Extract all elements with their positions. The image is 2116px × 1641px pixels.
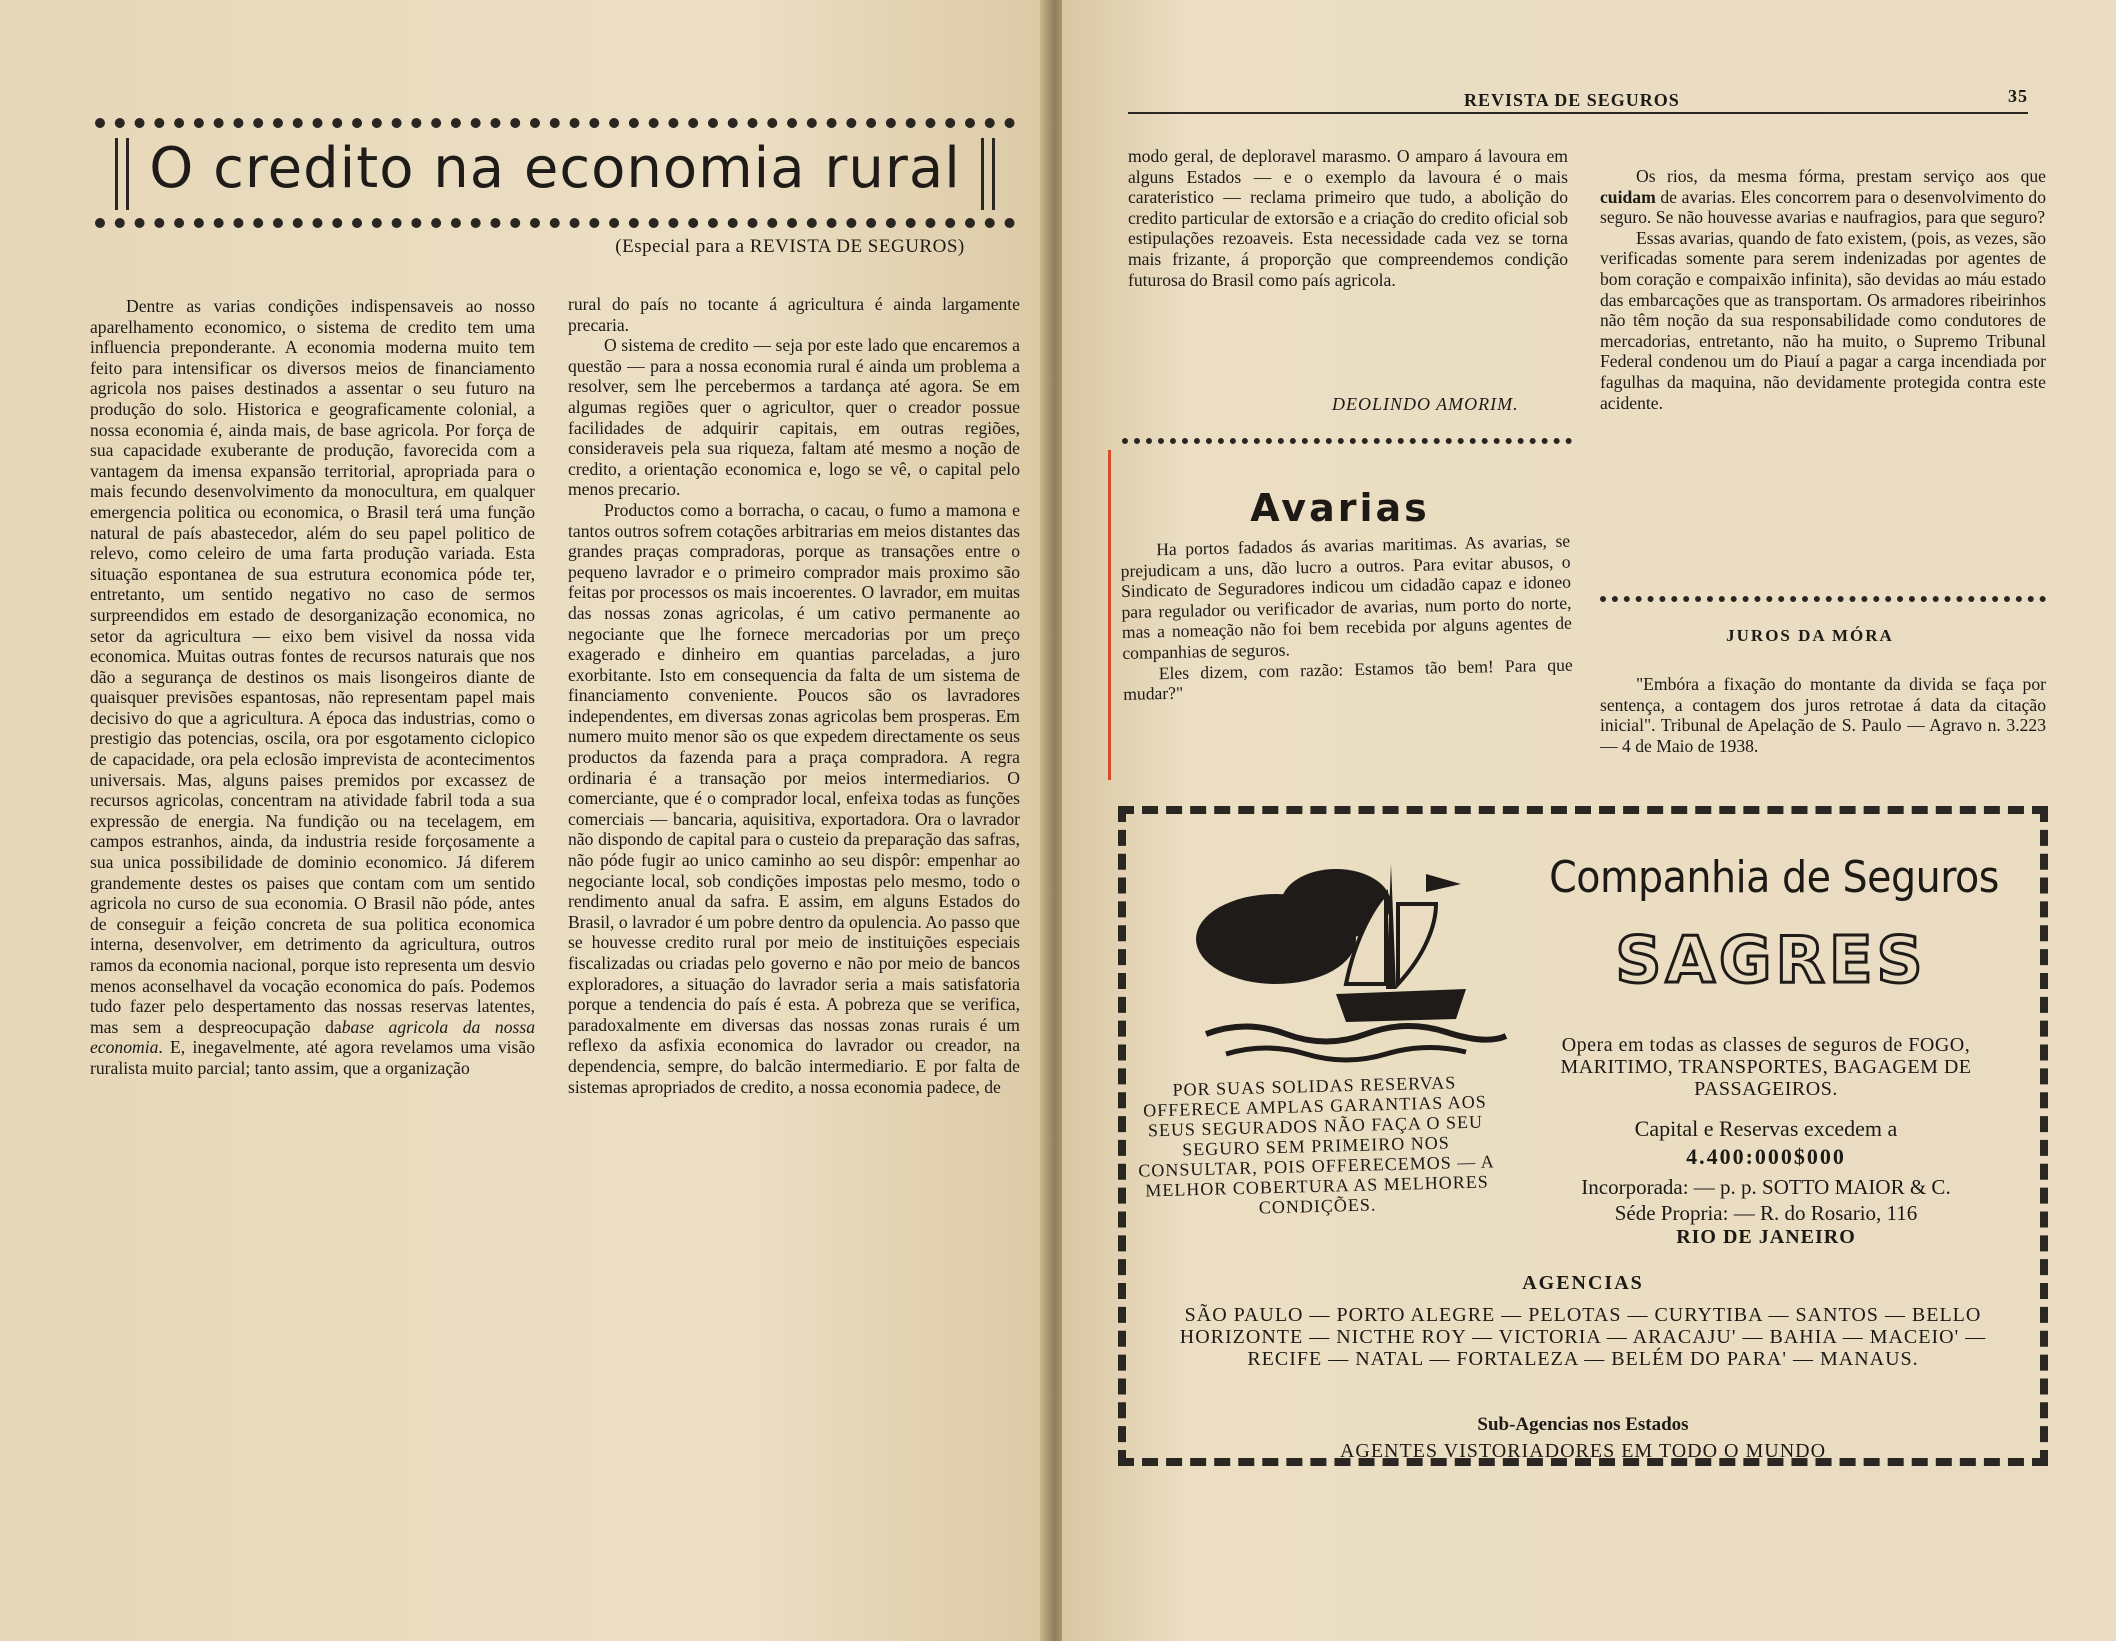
headquarters-line: Séde Propria: — R. do Rosario, 116	[1614, 1201, 1918, 1225]
divider	[1600, 596, 2046, 608]
title-frame	[95, 118, 1015, 228]
paragraph: Ha portos fadados ás avarias maritimas. As avarias, se prejudicam a uns, dão lucro a outros. Para evitar abusos, o Sindicato de Seguradores indicou um cidadão capaz e idoneo para regulador ou verificador de avarias, num porto do norte, mas a nomeação não foi bem recebida por alguns agentes de companhias de seguros.	[1120, 530, 1573, 663]
agents-line: AGENTES VISTORIADORES EM TODO O MUNDO	[1339, 1440, 1827, 1462]
incorporated-line: Incorporada: — p. p. SOTTO MAIOR & C.	[1581, 1175, 1951, 1199]
agencias-heading: AGENCIAS	[1522, 1272, 1644, 1294]
juros-column	[1600, 674, 2046, 756]
city-line: RIO DE JANEIRO	[1676, 1226, 1856, 1248]
company-name: Companhia de Seguros	[1549, 852, 1999, 903]
capital-label: Capital e Reservas excedem a	[1634, 1116, 1898, 1141]
paragraph-tail: . E, inegavelmente, até agora revelamos uma visão ruralista muito parcial; tanto assim, que a organização	[90, 1037, 535, 1078]
rios-column	[1600, 166, 2046, 413]
paragraph: modo geral, de deploravel marasmo. O amparo á lavoura em alguns Estados — e o exemplo da lavoura é o mais carateristico — reclama primeiro que tudo, a abolição do credito particular de extorsão e a criação do credito oficial sob estipulações rezoaveis. Esta necessidade cada vez se torna mais frizante, á proporção que compreendemos condição futurosa do Brasil como país agricola.	[1128, 146, 1568, 290]
continuation-column	[1128, 146, 1568, 290]
running-head	[1128, 86, 2028, 114]
journal-title: REVISTA DE SEGUROS	[1464, 90, 1680, 110]
avarias-heading: Avarias	[1250, 486, 1430, 530]
paragraph: "Embóra a fixação do montante da divida se faça por sentença, a contagem dos juros retrotae á data da citação inicial". Tribunal de Apelação de S. Paulo — Agravo n. 3.223 — 4 de Maio de 1938.	[1600, 674, 2046, 756]
ship-icon	[1186, 844, 1516, 1074]
article-byline: (Especial para a REVISTA DE SEGUROS)	[615, 236, 965, 257]
brand-logo: SAGRES	[1615, 924, 1927, 998]
article-column-1	[90, 296, 535, 1079]
red-annotation-line	[1108, 450, 1111, 780]
divider	[1122, 438, 1572, 450]
paragraph: Os rios, da mesma fórma, prestam serviço aos que cuidam de avarias. Eles concorrem para o desenvolvimento do seguro. Se não houvesse avarias e naufragios, para que seguro?	[1600, 166, 2046, 228]
page-number: 35	[2008, 86, 2028, 106]
italic-phrase: base agricola da nossa economia	[90, 1016, 535, 1058]
juros-heading: JUROS DA MÓRA	[1726, 626, 1894, 645]
paragraph: Productos como a borracha, o cacau, o fumo a mamona e tantos outros sofrem cotações arbitrarias em meios distantes das grandes praças compradoras, porque as transações entre o pequeno lavrador e o primeiro comprador mais proximo são feitas por processos os mais incoerentes. O lavrador, em muitas das nossas zonas agricolas, é um cativo permanente ao negociante que lhe fornece mercadorias por um preço exagerado e dinheiro em quantias parceladas, a juro exorbitante. Isto em consequencia da falta de um sistema de financiamento conveniente. Poucos são os lavradores independentes, em diversas zonas agricolas bem prosperas. Em numero muito menor são os que expedem directamente os seus productos da fazenda para a praça compradora. A regra ordinaria é a transação por meios intermediarios. O comerciante, que é o comprador local, enfeixa todas as funções comerciais — bancaria, aquisitiva, exportadora. Ora o lavrador não dispondo de capital para o custeio da preparação das safras, não póde fugir ao unico caminho ao seu dispôr: empenhar ao negociante local, sob condições impostas pelo mesmo, todo o rendimento anual da safra. E assim, em alguns Estados do Brasil, o lavrador é um pobre dentro da opulencia. Ao passo que se houvesse credito rural por meio de instituições especiais fiscalizadas ou criadas pelo governo e não por meio de bancos exploradores, a situação do lavrador seria a mais satisfatoria porque a tendencia do país é esta. A pobreza que se verifica, paradoxalmente em diversas das nossas zonas rurais é um reflexo da asfixia economica do lavrador ou creador, na dependencia, sempre, do balcão intermediario. E por falta de sistemas apropriados de credito, a nossa economia padece, de	[568, 499, 1020, 1097]
capital-amount: 4.400:000$000	[1686, 1144, 1846, 1169]
paragraph: O sistema de credito — seja por este lado que encaremos a questão — para a nossa economia rural é ainda um problema a resolver, sem lhe percebermos a tardança até agora. Se em algumas regiões quer o agricultor, quer o creador possue facilidades de adquirir capitais, em outras regiões, consideraveis pela sua riqueza, faltam até mesmo a noção de credito, a orientação economica e, logo se vê, o capital pelo menos precario.	[568, 335, 1020, 500]
paragraph: Eles dizem, com razão: Estamos tão bem! Para que mudar?"	[1123, 654, 1573, 705]
author-signature: DEOLINDO AMORIM.	[1332, 394, 1519, 414]
article-title: O credito na economia rural	[149, 136, 961, 201]
sub-agencias: Sub-Agencias nos Estados	[1477, 1414, 1689, 1435]
article-column-2	[568, 294, 1020, 1097]
sagres-advertisement	[1118, 806, 2048, 1466]
incorporation	[1486, 1174, 2046, 1226]
avarias-column	[1120, 531, 1573, 705]
left-page	[0, 0, 1048, 1641]
paragraph: Dentre as varias condições indispensaveis ao nosso aparelhamento economico, o sistema de credito tem uma influencia preponderante. A economia moderna muito tem feito para intensificar os diversos meios de financiamento agricola nos paises destinados a assentar o seu futuro na produção do solo. Historica e geograficamente colonial, a nossa economia é, ainda mais, de base agricola. Por força de sua capacidade exuberante de produção, favorecida com a vantagem da imensa expansão territorial, apropriada para o mais fecundo desenvolvimento da monocultura, em qualquer emergencia politica ou economica, o Brasil terá uma função natural de país abastecedor, além do seu papel politico de relevo, como celeiro de uma farta produção variada. Esta situação espontanea de sua estrutura economica póde ter, entretanto, um sentido negativo no caso de sermos surpreendidos em estado de desorganização economica, no setor da agricultura — eixo bem visivel da nossa vida economica. Muitas outras fontes de recursos naturais que nos dão a segurança de destinos os mais lisongeiros diante de quaisquer previsões espantosas, não representam papel mais decisivo do que a agricultura. A época das industrias, como o prestigio das potencias, oscila, ora por esgotamento ciclopico de capacidade, ora pela eclosão imprevista de acontecimentos universais. Mas, alguns paises premidos por excassez de recursos agricolas, concentram na atividade fabril toda a sua expressão de energia. Na fundição ou na tecelagem, em campos estranhos, ainda, da industria reside forçosamente a sua unica possibilidade de dominio economico. Já diferem grandemente destes os paises que contam com um sentido agricola no curso de sua economia. O Brasil não póde, antes de conseguir a feição concreta de sua politica economica interna, desenvolver, em detrimento da agricultura, outros ramos da economia nacional, porque isto representa um desvio menos aconselhavel da vocação economica do país. Podemos tudo fazer pelo despertamento das nossas reservas latentes, mas sem a despreocupação da	[90, 296, 535, 1037]
paragraph: Essas avarias, quando de fato existem, (pois, as vezes, são verificadas somente para serem indenizadas por agentes de bom coração e compaixão infinita), são devidas ao máu estado das embarcações que as transportam. Os armadores ribeirinhos não têm noção da sua responsabilidade como condutores de mercadorias, entretanto, não ha muito, o Supremo Tribunal Federal condenou um do Piauí a pagar a carga incendiada por fagulhas da maquina, não devidamente protegida contra este acidente.	[1600, 227, 2046, 413]
operations-text: Opera em todas as classes de seguros de FOGO, MARITIMO, TRANSPORTES, BAGAGEM DE PASSAGEIROS.	[1560, 1034, 1972, 1100]
agencias-list: SÃO PAULO — PORTO ALEGRE — PELOTAS — CURYTIBA — SANTOS — BELLO HORIZONTE — NICTHE ROY — VICTORIA — ARACAJU' — BAHIA — MACEIO' — RECIFE — NATAL — FORTALEZA — BELÉM DO PARA' — MANAUS.	[1179, 1304, 1987, 1370]
paragraph: rural do país no tocante á agricultura é ainda largamente precaria.	[568, 294, 1020, 335]
guarantee-text: POR SUAS SOLIDAS RESERVAS OFFERECE AMPLAS GARANTIAS AOS SEUS SEGURADOS NÃO FAÇA O SEU SEGURO SEM PRIMEIRO NOS CONSULTAR, POIS OFFERECEMOS — A MELHOR COBERTURA AS MELHORES CONDIÇÕES.	[1138, 1072, 1495, 1218]
